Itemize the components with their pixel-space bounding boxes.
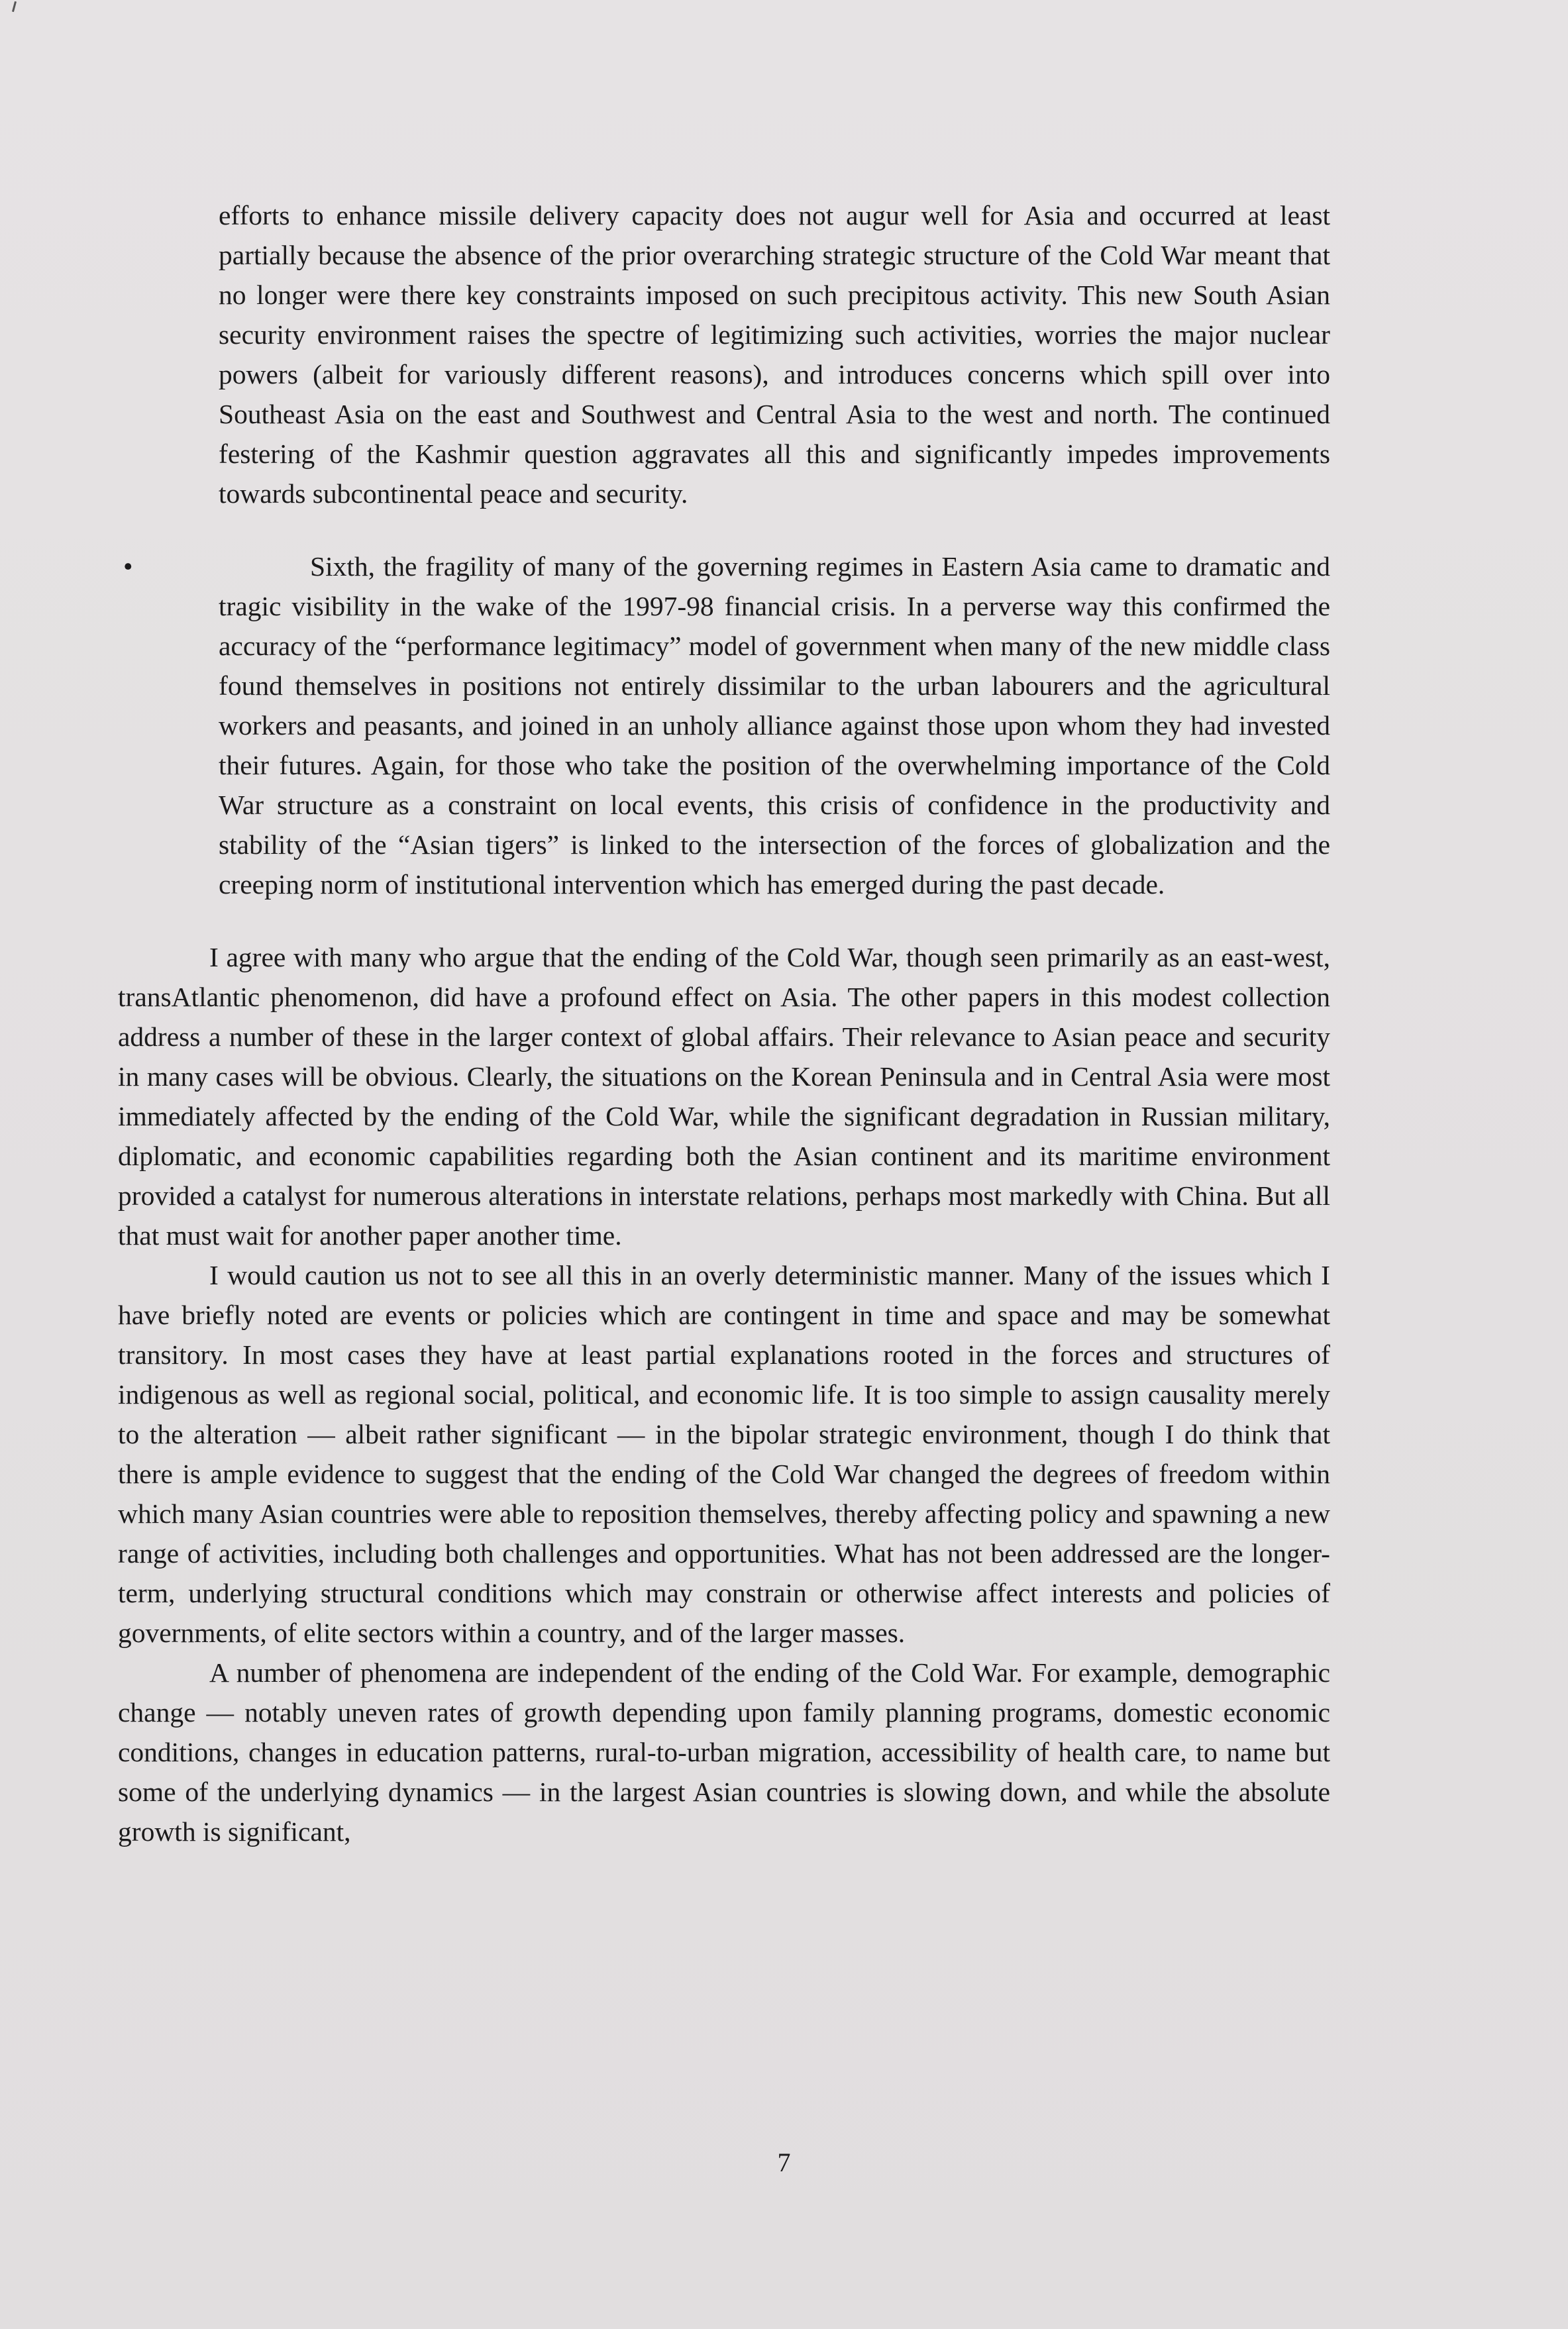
paragraph-caution: I would caution us not to see all this in an overly deterministic manner. Many of the issues which I have briefly noted are events or policies which are contingent in time and space and may be somewhat transitory. In most cases they have at least partial explanations rooted in the forces and structures of indigenous as well as regional social, political, and economic life. It is too simple to assign causality merely to the alteration — albeit rather significant — in the bipolar strategic environment, though I do think that there is ample evidence to suggest that the ending of the Cold War changed the degrees of freedom within which many Asian countries were able to reposition themselves, thereby affecting policy and spawning a new range of activities, including both challenges and opportunities. What has not been addressed are the longer-term, underlying structural conditions which may constrain or otherwise affect interests and policies of governments, of elite sectors within a country, and of the larger masses.	[118, 1260, 1330, 1648]
paragraph-sixth: Sixth, the fragility of many of the governing regimes in Eastern Asia came to dramatic and tragic visibility in the wake of the 1997-98 financial crisis. In a perverse way this confirmed the accuracy of the “performance legitimacy” model of government when many of the new middle class found themselves in positions not entirely dissimilar to the urban labourers and the agricultural workers and peasants, and joined in an unholy alliance against those upon whom they had invested their futures. Again, for those who take the position of the overwhelming importance of the Cold War structure as a constraint on local events, this crisis of confidence in the productivity and stability of the “Asian tigers” is linked to the intersection of the forces of globalization and the creeping norm of institutional intervention which has emerged during the past decade.	[219, 551, 1330, 900]
paragraph-agree: I agree with many who argue that the ending of the Cold War, though seen primarily as an east-west, transAtlantic phenomenon, did have a profound effect on Asia. The other papers in this modest collection address a number of these in the larger context of global affairs. Their relevance to Asian peace and security in many cases will be obvious. Clearly, the situations on the Korean Peninsula and in Central Asia were most immediately affected by the ending of the Cold War, while the significant degradation in Russian military, diplomatic, and economic capabilities regarding both the Asian continent and its maritime environment provided a catalyst for numerous alterations in interstate relations, perhaps most markedly with China. But all that must wait for another paper another time.	[118, 942, 1330, 1251]
continued-bullet-paragraph	[118, 195, 1330, 513]
paragraph-continued: efforts to enhance missile delivery capacity does not augur well for Asia and occurred at least partially because the absence of the prior overarching strategic structure of the Cold War meant that no longer were there key constraints imposed on such precipitous activity. This new South Asian security environment raises the spectre of legitimizing such activities, worries the major nuclear powers (albeit for variously different reasons), and introduces concerns which spill over into Southeast Asia on the east and Southwest and Central Asia to the west and north. The continued festering of the Kashmir question aggravates all this and significantly impedes improvements towards subcontinental peace and security.	[219, 200, 1330, 509]
page-body	[118, 195, 1330, 1851]
page-number: 7	[777, 2148, 791, 2177]
scan-mark	[12, 1, 17, 12]
bullet-item-sixth	[118, 546, 1330, 904]
bullet-dot-icon: •	[123, 551, 133, 582]
paragraph-phenomena: A number of phenomena are independent of the ending of the Cold War. For example, demographic change — notably uneven rates of growth depending upon family planning programs, domestic economic conditions, changes in education patterns, rural-to-urban migration, accessibility of health care, to name but some of the underlying dynamics — in the largest Asian countries is slowing down, and while the absolute growth is significant,	[118, 1657, 1330, 1847]
